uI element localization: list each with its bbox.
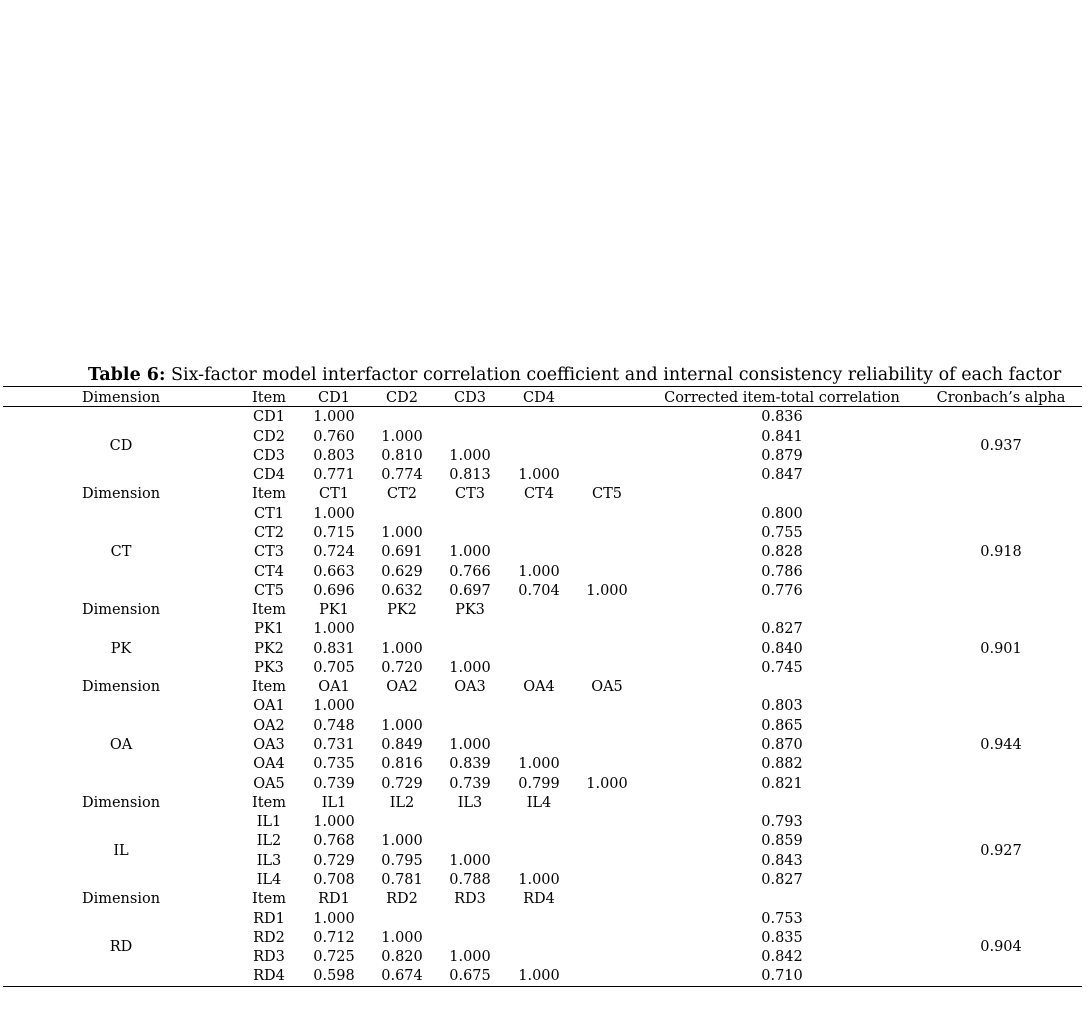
correlation-cell: 0.803 [313, 447, 355, 464]
item-cell: PK1 [254, 621, 284, 638]
block-header-cell: OA1 [318, 679, 350, 696]
column-header: Corrected item-total correlation [664, 390, 900, 406]
correlation-cell: 0.632 [381, 582, 423, 599]
block-header-cell: CT3 [455, 486, 485, 503]
item-cell: CD4 [253, 467, 285, 484]
item-total-correlation-cell: 0.859 [761, 833, 803, 850]
correlation-cell: 0.629 [381, 563, 423, 580]
block-header-cell: OA3 [454, 679, 486, 696]
item-total-correlation-cell: 0.882 [761, 756, 803, 773]
item-cell: PK3 [254, 659, 284, 676]
block-header-cell: Dimension [81, 679, 161, 696]
item-total-correlation-cell: 0.835 [761, 929, 803, 946]
item-cell: OA1 [253, 698, 285, 715]
block-header-cell: RD3 [454, 891, 486, 908]
item-total-correlation-cell: 0.710 [761, 968, 803, 985]
correlation-cell: 1.000 [586, 775, 628, 792]
correlation-cell: 0.696 [313, 582, 355, 599]
correlation-cell: 0.663 [313, 563, 355, 580]
item-total-correlation-cell: 0.827 [761, 872, 803, 888]
item-total-correlation-cell: 0.847 [761, 467, 803, 484]
correlation-cell: 1.000 [586, 582, 628, 599]
correlation-cell: 1.000 [449, 949, 491, 966]
correlation-cell: 1.000 [518, 563, 560, 580]
correlation-cell: 0.729 [313, 852, 355, 869]
item-cell: CT5 [254, 582, 284, 599]
correlation-cell: 0.849 [381, 737, 423, 754]
correlation-cell: 0.771 [313, 467, 355, 484]
correlation-cell: 0.712 [313, 929, 355, 946]
correlation-cell: 1.000 [313, 698, 355, 715]
correlation-cell: 1.000 [381, 640, 423, 657]
block-header-cell: OA4 [523, 679, 555, 696]
item-cell: CT4 [254, 563, 284, 580]
cronbach-alpha-cell: 0.904 [980, 939, 1022, 956]
correlation-cell: 1.000 [313, 814, 355, 831]
column-header: CD4 [523, 390, 555, 406]
item-cell: IL3 [256, 852, 282, 869]
correlation-cell: 1.000 [381, 524, 423, 541]
dimension-cell: CD [109, 438, 133, 455]
correlation-cell: 1.000 [449, 447, 491, 464]
correlation-cell: 1.000 [313, 505, 355, 522]
item-total-correlation-cell: 0.865 [761, 717, 803, 734]
correlation-cell: 0.720 [381, 659, 423, 676]
correlation-cell: 0.799 [518, 775, 560, 792]
item-total-correlation-cell: 0.786 [761, 563, 803, 580]
item-cell: OA4 [253, 756, 285, 773]
correlation-cell: 0.715 [313, 524, 355, 541]
dimension-cell: RD [109, 939, 133, 956]
correlation-cell: 0.697 [449, 582, 491, 599]
correlation-cell: 0.766 [449, 563, 491, 580]
correlation-cell: 0.731 [313, 737, 355, 754]
item-cell: RD2 [253, 929, 285, 946]
correlation-cell: 1.000 [449, 852, 491, 869]
correlation-cell: 0.724 [313, 544, 355, 561]
cronbach-alpha-cell: 0.927 [980, 843, 1022, 860]
correlation-cell: 0.735 [313, 756, 355, 773]
correlation-cell: 0.705 [313, 659, 355, 676]
item-total-correlation-cell: 0.879 [761, 447, 803, 464]
dimension-cell: PK [110, 640, 132, 657]
block-header-cell: RD4 [523, 891, 555, 908]
correlation-cell: 0.816 [381, 756, 423, 773]
correlation-cell: 0.704 [518, 582, 560, 599]
item-total-correlation-cell: 0.870 [761, 737, 803, 754]
correlation-cell: 1.000 [518, 756, 560, 773]
block-header-cell: CT2 [387, 486, 417, 503]
item-cell: CD3 [253, 447, 285, 464]
item-total-correlation-cell: 0.803 [761, 698, 803, 715]
correlation-cell: 0.774 [381, 467, 423, 484]
item-total-correlation-cell: 0.821 [761, 775, 803, 792]
correlation-cell: 0.675 [449, 968, 491, 985]
block-header-cell: Item [252, 602, 286, 619]
correlation-cell: 0.788 [449, 872, 491, 888]
column-header: Item [252, 390, 286, 406]
correlation-cell: 0.831 [313, 640, 355, 657]
correlation-cell: 1.000 [518, 968, 560, 985]
column-header: CD2 [386, 390, 418, 406]
item-total-correlation-cell: 0.753 [761, 910, 803, 927]
item-cell: RD1 [253, 910, 285, 927]
block-header-cell: Item [252, 794, 286, 811]
cronbach-alpha-cell: 0.918 [980, 544, 1022, 561]
block-header-cell: Item [252, 679, 286, 696]
correlation-cell: 1.000 [313, 910, 355, 927]
correlation-cell: 0.839 [449, 756, 491, 773]
correlation-cell: 1.000 [381, 929, 423, 946]
block-header-cell: OA5 [591, 679, 623, 696]
correlation-cell: 1.000 [381, 428, 423, 445]
block-header-cell: RD2 [386, 891, 418, 908]
correlation-cell: 0.708 [313, 872, 355, 888]
column-header: Dimension [81, 390, 161, 406]
block-header-cell: CT1 [319, 486, 349, 503]
item-total-correlation-cell: 0.800 [761, 505, 803, 522]
item-cell: IL4 [256, 872, 282, 888]
block-header-cell: IL2 [389, 794, 415, 811]
correlation-cell: 1.000 [449, 737, 491, 754]
cronbach-alpha-cell: 0.937 [980, 438, 1022, 455]
item-cell: CT3 [254, 544, 284, 561]
correlation-cell: 0.748 [313, 717, 355, 734]
block-header-cell: Dimension [81, 602, 161, 619]
item-cell: OA3 [253, 737, 285, 754]
item-cell: CD1 [253, 409, 285, 426]
table-caption-text: Six-factor model interfactor correlation coefficient and internal consistency reliability of each factor [171, 365, 1062, 385]
correlation-cell: 1.000 [381, 833, 423, 850]
correlation-cell: 0.768 [313, 833, 355, 850]
dimension-cell: CT [110, 544, 132, 561]
correlation-cell: 1.000 [518, 872, 560, 888]
correlation-cell: 0.739 [313, 775, 355, 792]
item-total-correlation-cell: 0.843 [761, 852, 803, 869]
cronbach-alpha-cell: 0.901 [980, 640, 1022, 657]
item-total-correlation-cell: 0.828 [761, 544, 803, 561]
column-header: CD1 [318, 390, 350, 406]
block-header-cell: CT5 [592, 486, 622, 503]
block-header-cell: Dimension [81, 891, 161, 908]
correlation-cell: 0.760 [313, 428, 355, 445]
block-header-cell: IL4 [526, 794, 552, 811]
block-header-cell: IL3 [457, 794, 483, 811]
item-cell: CT1 [254, 505, 284, 522]
block-header-cell: Item [252, 486, 286, 503]
block-header-cell: PK2 [387, 602, 417, 619]
correlation-cell: 1.000 [449, 659, 491, 676]
item-total-correlation-cell: 0.776 [761, 582, 803, 599]
item-cell: CD2 [253, 428, 285, 445]
item-cell: RD3 [253, 949, 285, 966]
item-total-correlation-cell: 0.842 [761, 949, 803, 966]
block-header-cell: PK3 [455, 602, 485, 619]
correlation-cell: 0.810 [381, 447, 423, 464]
item-cell: PK2 [254, 640, 284, 657]
block-header-cell: RD1 [318, 891, 350, 908]
correlation-cell: 0.820 [381, 949, 423, 966]
item-cell: CT2 [254, 524, 284, 541]
item-total-correlation-cell: 0.840 [761, 640, 803, 657]
table-label: Table 6: [88, 365, 166, 385]
block-header-cell: Dimension [81, 794, 161, 811]
item-total-correlation-cell: 0.841 [761, 428, 803, 445]
dimension-cell: OA [109, 737, 133, 754]
item-cell: IL1 [256, 814, 282, 831]
correlation-cell: 0.674 [381, 968, 423, 985]
correlation-cell: 0.795 [381, 852, 423, 869]
column-header: Cronbach’s alpha [936, 390, 1066, 406]
correlation-cell: 0.729 [381, 775, 423, 792]
correlation-cell: 0.725 [313, 949, 355, 966]
correlation-cell: 0.598 [313, 968, 355, 985]
correlation-cell: 0.739 [449, 775, 491, 792]
block-header-cell: PK1 [319, 602, 349, 619]
correlation-cell: 0.691 [381, 544, 423, 561]
correlation-cell: 1.000 [381, 717, 423, 734]
correlation-cell: 1.000 [313, 621, 355, 638]
item-total-correlation-cell: 0.755 [761, 524, 803, 541]
item-total-correlation-cell: 0.793 [761, 814, 803, 831]
correlation-cell: 1.000 [449, 544, 491, 561]
correlation-cell: 1.000 [313, 409, 355, 426]
item-cell: RD4 [253, 968, 285, 985]
block-header-cell: IL1 [321, 794, 347, 811]
block-header-cell: CT4 [524, 486, 554, 503]
item-total-correlation-cell: 0.827 [761, 621, 803, 638]
correlation-cell: 1.000 [518, 467, 560, 484]
item-cell: OA5 [253, 775, 285, 792]
correlation-cell: 0.781 [381, 872, 423, 888]
correlation-cell: 0.813 [449, 467, 491, 484]
item-cell: IL2 [256, 833, 282, 850]
block-header-cell: Item [252, 891, 286, 908]
cronbach-alpha-cell: 0.944 [980, 737, 1022, 754]
block-header-cell: OA2 [386, 679, 418, 696]
block-header-cell: Dimension [81, 486, 161, 503]
dimension-cell: IL [113, 843, 129, 860]
item-total-correlation-cell: 0.745 [761, 659, 803, 676]
item-total-correlation-cell: 0.836 [761, 409, 803, 426]
column-header: CD3 [454, 390, 486, 406]
item-cell: OA2 [253, 717, 285, 734]
